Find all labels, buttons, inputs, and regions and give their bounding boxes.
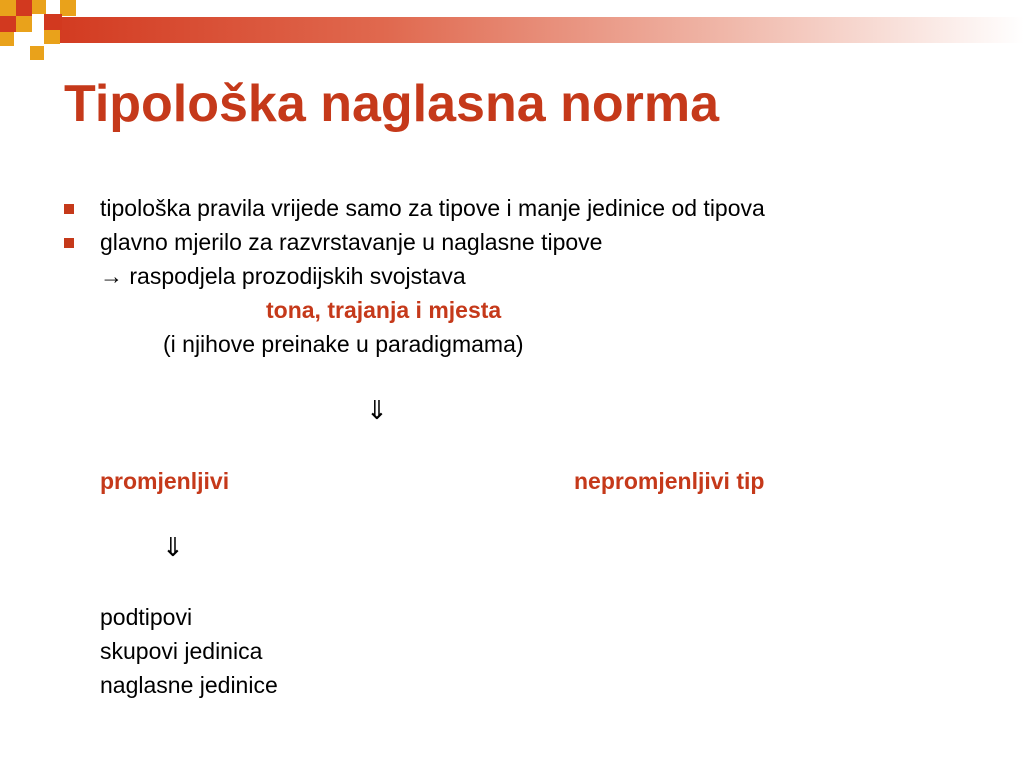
changes-note: (i njihove preinake u paradigmama) (163, 331, 524, 357)
logo-square-gold (16, 16, 32, 32)
logo-square-red (44, 14, 62, 30)
type-variable: promjenljivi (100, 468, 230, 494)
arrow-line (100, 261, 466, 291)
logo-square-red (0, 16, 16, 32)
bullet-text: tipološka pravila vrijede samo za tipove i manje jedinice od tipova (100, 195, 765, 221)
subdivision-item: naglasne jedinice (100, 672, 278, 698)
down-arrow-icon: ⇓ (366, 395, 388, 425)
down-arrow-icon: ⇓ (162, 532, 184, 562)
header-gradient-band (44, 17, 1024, 43)
arrow-line-text: raspodjela prozodijskih svojstava (129, 263, 466, 289)
subdivision-item: skupovi jedinica (100, 638, 263, 664)
bullet-text: glavno mjerilo za razvrstavanje u naglasne tipove (100, 229, 603, 255)
bullet-marker (64, 238, 74, 248)
bullet-marker (64, 204, 74, 214)
properties-text: tona, trajanja i mjesta (266, 297, 502, 323)
subdivision-item: podtipovi (100, 604, 193, 630)
slide-title: Tipološka naglasna norma (64, 75, 720, 133)
logo-square-gold (44, 30, 60, 44)
right-arrow-icon: → (100, 263, 123, 289)
logo-square-gold (30, 46, 44, 60)
logo-square-gold (60, 0, 76, 16)
logo-square-red (16, 0, 32, 16)
logo-square-gold (0, 32, 14, 46)
logo-square-gold (0, 0, 16, 16)
type-invariable: nepromjenljivi tip (574, 468, 765, 494)
logo-square-gold (32, 0, 46, 14)
